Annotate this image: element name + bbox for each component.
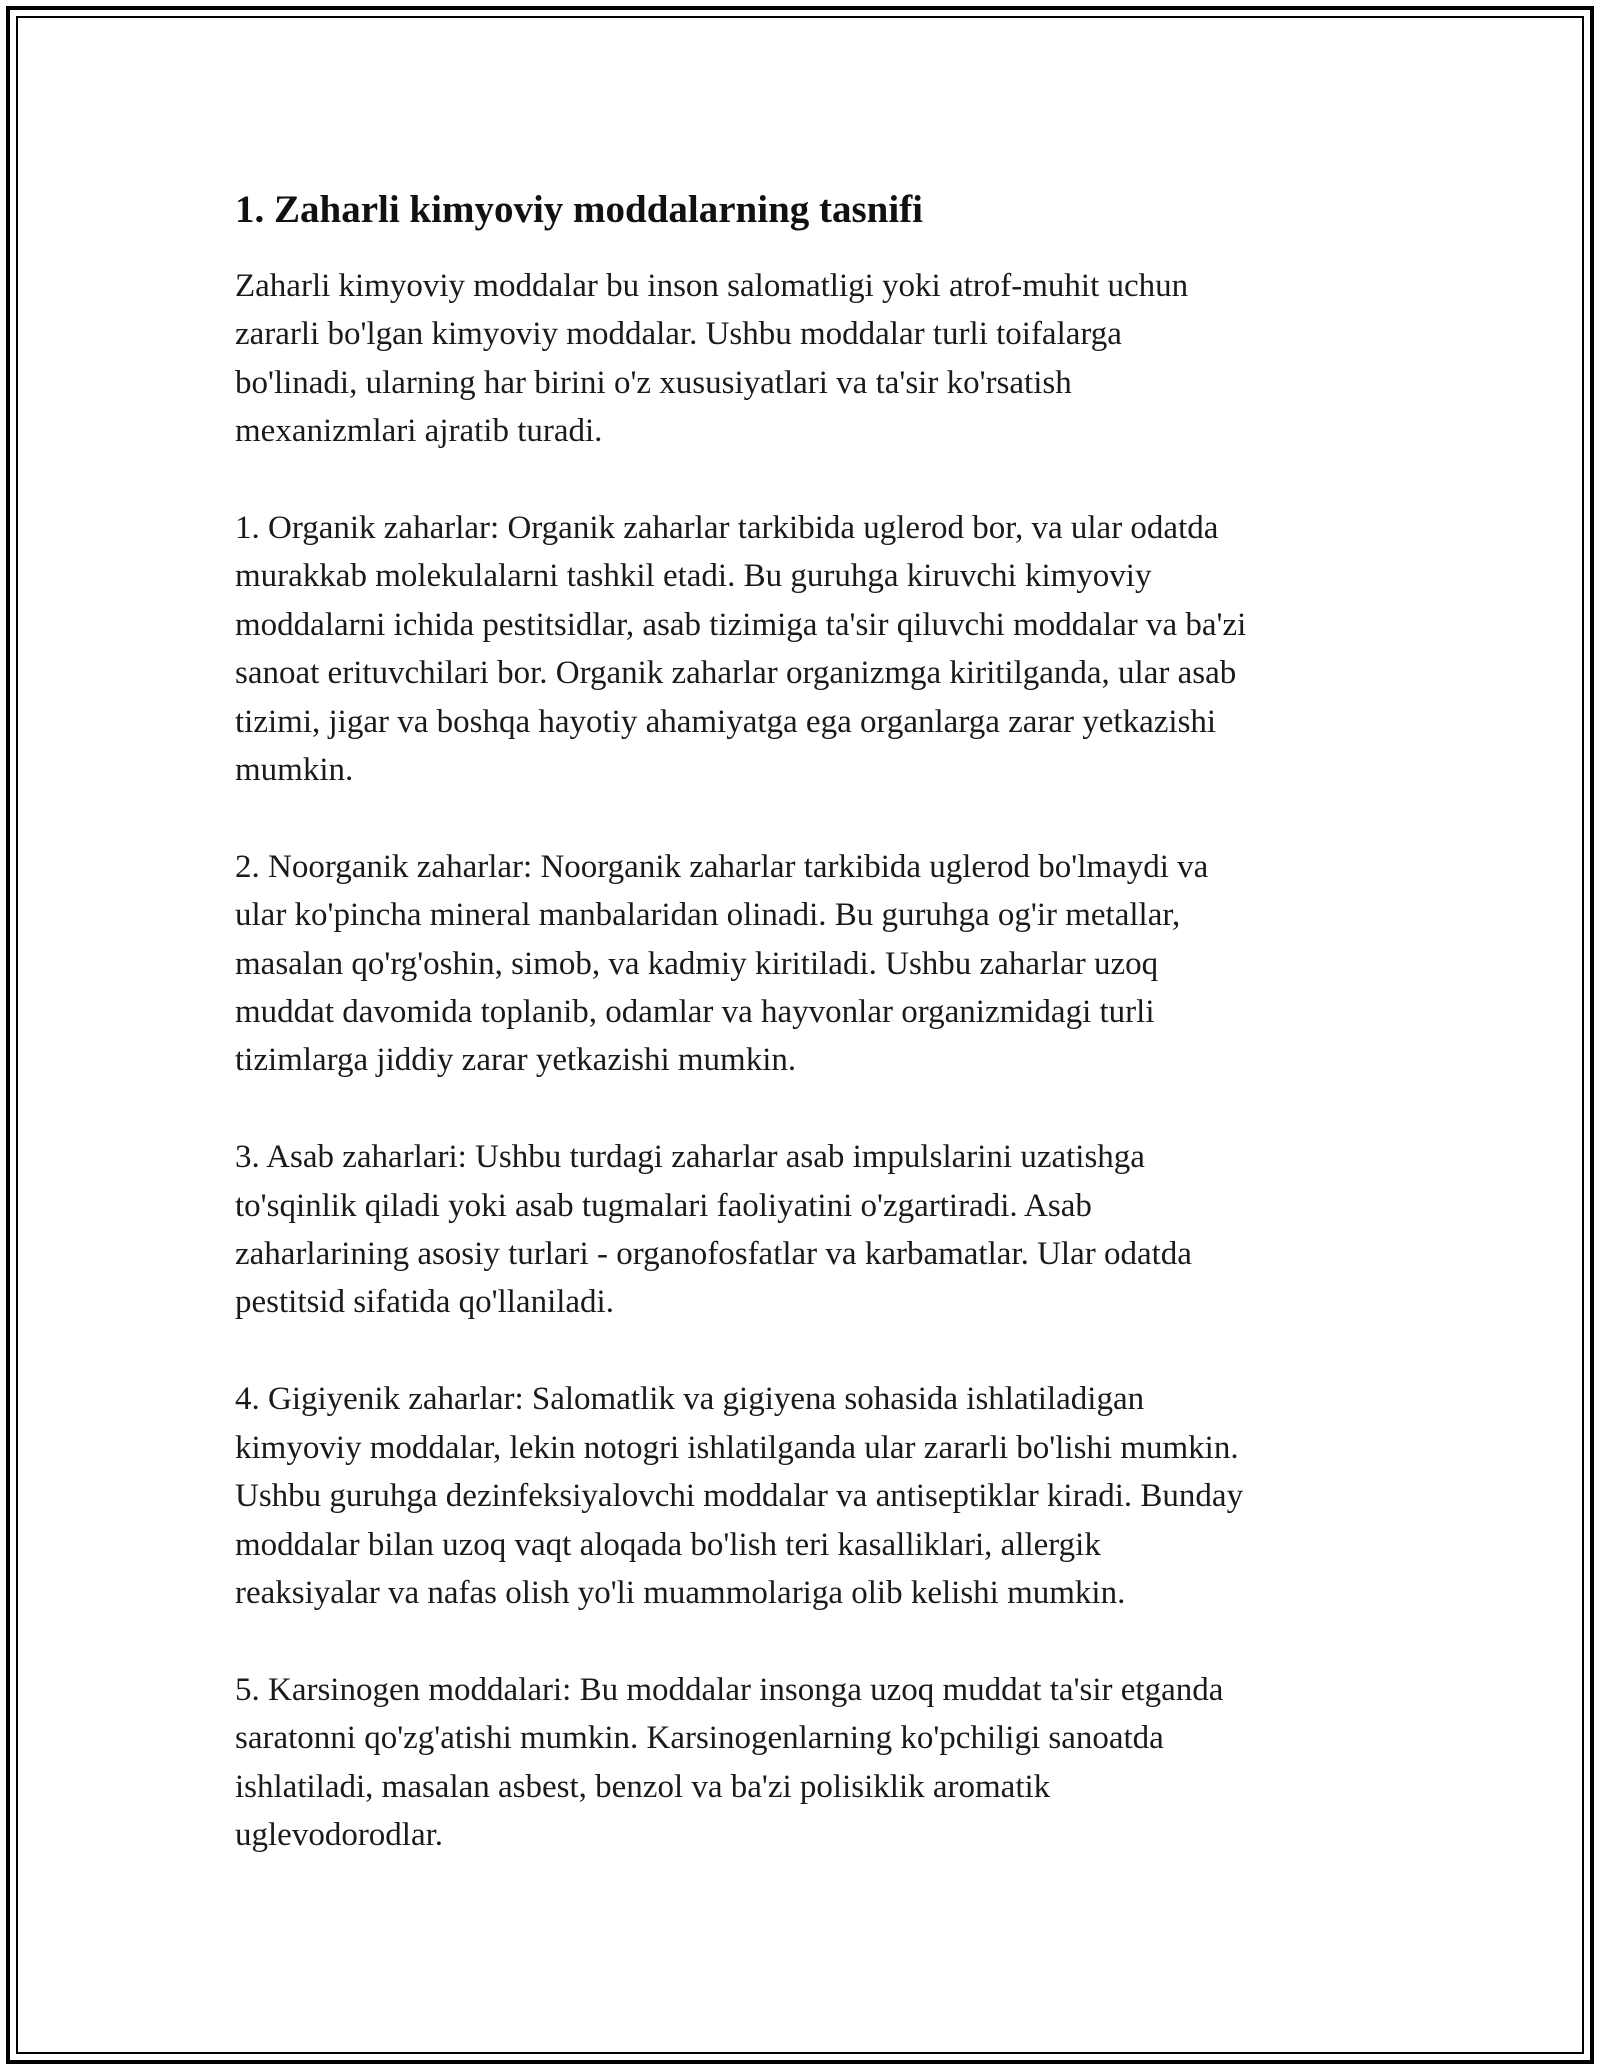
text-line: zaharlarining asosiy turlari - organofosfatlar va karbamatlar. Ular odatda (235, 1236, 1192, 1273)
paragraph-carcinogens (235, 1666, 1385, 1860)
text-line: 3. Asab zaharlari: Ushbu turdagi zaharlar asab impulslarini uzatishga (235, 1139, 1145, 1176)
text-line: pestitsid sifatida qo'llaniladi. (235, 1284, 614, 1321)
text-line: kimyoviy moddalar, lekin notogri ishlatilganda ular zararli bo'lishi mumkin. (235, 1429, 1239, 1466)
text-line: tizimlarga jiddiy zarar yetkazishi mumkin. (235, 1042, 797, 1079)
text-line: zararli bo'lgan kimyoviy moddalar. Ushbu moddalar turli toifalarga (235, 316, 1122, 353)
paragraph-hygienic-poisons (235, 1375, 1385, 1617)
text-line: reaksiyalar va nafas olish yo'li muammolariga olib kelishi mumkin. (235, 1574, 1126, 1611)
paragraph-intro (235, 262, 1385, 456)
text-line: murakkab molekulalarni tashkil etadi. Bu guruhga kiruvchi kimyoviy (235, 558, 1152, 595)
text-line: 5. Karsinogen moddalari: Bu moddalar insonga uzoq muddat ta'sir etganda (235, 1671, 1224, 1708)
text-line: sanoat erituvchilari bor. Organik zaharlar organizmga kiritilganda, ular asab (235, 655, 1237, 692)
text-line: mumkin. (235, 752, 354, 789)
text-line: bo'linadi, ularning har birini o'z xususiyatlari va ta'sir ko'rsatish (235, 364, 1072, 401)
text-line: muddat davomida toplanib, odamlar va hayvonlar organizmidagi turli (235, 994, 1155, 1031)
text-line: saratonni qo'zg'atishi mumkin. Karsinogenlarning ko'pchiligi sanoatda (235, 1720, 1164, 1757)
paragraph-organic-poisons (235, 504, 1385, 794)
paragraph-nerve-poisons (235, 1133, 1385, 1327)
text-line: moddalar bilan uzoq vaqt aloqada bo'lish teri kasalliklari, allergik (235, 1526, 1101, 1563)
paragraph-inorganic-poisons (235, 843, 1385, 1085)
text-line: Ushbu guruhga dezinfeksiyalovchi moddalar va antiseptiklar kiradi. Bunday (235, 1478, 1244, 1515)
text-line: Zaharli kimyoviy moddalar bu inson salomatligi yoki atrof-muhit uchun (235, 268, 1189, 304)
text-line: to'sqinlik qiladi yoki asab tugmalari faoliyatini o'zgartiradi. Asab (235, 1187, 1092, 1224)
text-line: 4. Gigiyenik zaharlar: Salomatlik va gigiyena sohasida ishlatiladigan (235, 1381, 1145, 1418)
text-line: ular ko'pincha mineral manbalaridan olinadi. Bu guruhga og'ir metallar, (235, 897, 1181, 934)
page-title: 1. Zaharli kimyoviy moddalarning tasnifi (235, 188, 924, 231)
text-line: ishlatiladi, masalan asbest, benzol va ba'zi polisiklik aromatik (235, 1768, 1051, 1805)
text-line: mexanizmlari ajratib turadi. (235, 413, 603, 450)
text-line: uglevodorodlar. (235, 1816, 444, 1853)
text-line: 2. Noorganik zaharlar: Noorganik zaharlar tarkibida uglerod bo'lmaydi va (235, 848, 1209, 885)
document-body (235, 186, 1385, 1859)
text-line: moddalarni ichida pestitsidlar, asab tizimiga ta'sir qiluvchi moddalar va ba'zi (235, 606, 1247, 643)
text-line: 1. Organik zaharlar: Organik zaharlar tarkibida uglerod bor, va ular odatda (235, 510, 1219, 547)
text-line: masalan qo'rg'oshin, simob, va kadmiy kiritiladi. Ushbu zaharlar uzoq (235, 945, 1159, 982)
text-line: tizimi, jigar va boshqa hayotiy ahamiyatga ega organlarga zarar yetkazishi (235, 703, 1217, 740)
